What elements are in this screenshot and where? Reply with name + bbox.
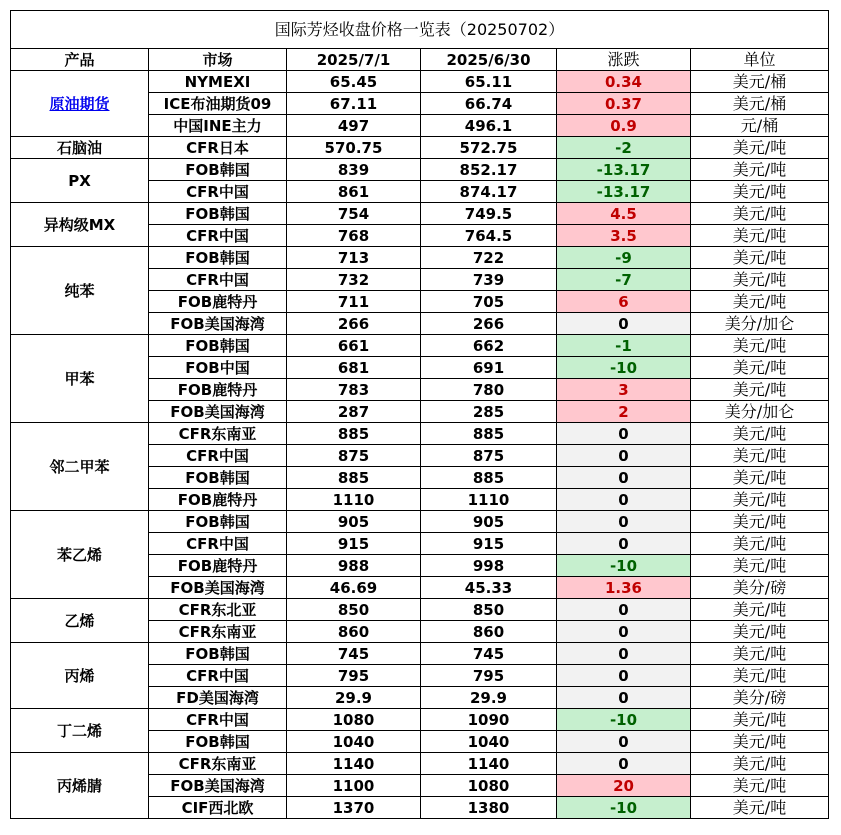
unit-cell: 元/桶: [691, 115, 829, 137]
change-cell: -1: [557, 335, 691, 357]
product-cell: 丙烯: [11, 643, 149, 709]
change-cell: 3.5: [557, 225, 691, 247]
market-cell: CFR东南亚: [149, 621, 287, 643]
change-cell: 0.34: [557, 71, 691, 93]
market-cell: ICE布油期货09: [149, 93, 287, 115]
unit-cell: 美元/吨: [691, 203, 829, 225]
value-current-cell: 861: [287, 181, 421, 203]
table-row: [11, 423, 829, 445]
change-cell: 0: [557, 599, 691, 621]
change-cell: 0: [557, 731, 691, 753]
market-cell: FOB韩国: [149, 731, 287, 753]
value-current-cell: 711: [287, 291, 421, 313]
market-cell: FOB鹿特丹: [149, 291, 287, 313]
value-previous-cell: 691: [421, 357, 557, 379]
change-cell: -13.17: [557, 159, 691, 181]
market-cell: FOB韩国: [149, 511, 287, 533]
value-previous-cell: 705: [421, 291, 557, 313]
unit-cell: 美元/吨: [691, 709, 829, 731]
value-current-cell: 497: [287, 115, 421, 137]
change-cell: -13.17: [557, 181, 691, 203]
change-cell: 1.36: [557, 577, 691, 599]
value-current-cell: 905: [287, 511, 421, 533]
value-previous-cell: 780: [421, 379, 557, 401]
change-cell: -2: [557, 137, 691, 159]
value-previous-cell: 65.11: [421, 71, 557, 93]
header-date-2: 2025/6/30: [421, 49, 557, 71]
value-previous-cell: 285: [421, 401, 557, 423]
market-cell: FOB鹿特丹: [149, 489, 287, 511]
value-current-cell: 745: [287, 643, 421, 665]
unit-cell: 美元/吨: [691, 489, 829, 511]
header-market: 市场: [149, 49, 287, 71]
table-row: [11, 599, 829, 621]
value-current-cell: 46.69: [287, 577, 421, 599]
change-cell: 0: [557, 643, 691, 665]
value-previous-cell: 66.74: [421, 93, 557, 115]
value-current-cell: 1080: [287, 709, 421, 731]
value-current-cell: 67.11: [287, 93, 421, 115]
market-cell: CFR中国: [149, 445, 287, 467]
change-cell: 0: [557, 687, 691, 709]
value-current-cell: 860: [287, 621, 421, 643]
unit-cell: 美元/吨: [691, 445, 829, 467]
change-cell: 4.5: [557, 203, 691, 225]
value-current-cell: 661: [287, 335, 421, 357]
unit-cell: 美元/吨: [691, 599, 829, 621]
product-cell: 纯苯: [11, 247, 149, 335]
unit-cell: 美元/吨: [691, 797, 829, 819]
unit-cell: 美元/吨: [691, 335, 829, 357]
market-cell: NYMEXI: [149, 71, 287, 93]
change-cell: -7: [557, 269, 691, 291]
value-current-cell: 885: [287, 467, 421, 489]
unit-cell: 美元/吨: [691, 291, 829, 313]
price-sheet: [10, 10, 829, 819]
market-cell: CFR中国: [149, 533, 287, 555]
unit-cell: 美元/吨: [691, 775, 829, 797]
market-cell: CFR中国: [149, 181, 287, 203]
unit-cell: 美元/吨: [691, 269, 829, 291]
unit-cell: 美元/吨: [691, 225, 829, 247]
market-cell: FOB韩国: [149, 335, 287, 357]
value-previous-cell: 1380: [421, 797, 557, 819]
value-previous-cell: 266: [421, 313, 557, 335]
unit-cell: 美元/吨: [691, 731, 829, 753]
unit-cell: 美元/吨: [691, 181, 829, 203]
value-previous-cell: 1080: [421, 775, 557, 797]
value-previous-cell: 662: [421, 335, 557, 357]
change-cell: 20: [557, 775, 691, 797]
value-current-cell: 1370: [287, 797, 421, 819]
unit-cell: 美元/吨: [691, 357, 829, 379]
table-row: [11, 203, 829, 225]
unit-cell: 美元/吨: [691, 643, 829, 665]
table-row: [11, 247, 829, 269]
table-row: [11, 71, 829, 93]
value-previous-cell: 998: [421, 555, 557, 577]
table-row: [11, 511, 829, 533]
product-cell: 苯乙烯: [11, 511, 149, 599]
value-current-cell: 839: [287, 159, 421, 181]
market-cell: CFR中国: [149, 269, 287, 291]
market-cell: FOB鹿特丹: [149, 555, 287, 577]
value-previous-cell: 572.75: [421, 137, 557, 159]
change-cell: -10: [557, 709, 691, 731]
table-row: [11, 159, 829, 181]
value-current-cell: 713: [287, 247, 421, 269]
unit-cell: 美元/吨: [691, 423, 829, 445]
value-previous-cell: 29.9: [421, 687, 557, 709]
price-table: [10, 10, 829, 819]
market-cell: CFR东北亚: [149, 599, 287, 621]
market-cell: CFR中国: [149, 709, 287, 731]
value-previous-cell: 1110: [421, 489, 557, 511]
change-cell: 0: [557, 489, 691, 511]
unit-cell: 美元/吨: [691, 467, 829, 489]
product-cell: 丁二烯: [11, 709, 149, 753]
unit-cell: 美元/桶: [691, 93, 829, 115]
unit-cell: 美元/吨: [691, 533, 829, 555]
change-cell: 0.37: [557, 93, 691, 115]
value-previous-cell: 764.5: [421, 225, 557, 247]
change-cell: 0: [557, 313, 691, 335]
value-previous-cell: 875: [421, 445, 557, 467]
change-cell: -10: [557, 797, 691, 819]
change-cell: 0.9: [557, 115, 691, 137]
table-row: [11, 643, 829, 665]
unit-cell: 美元/吨: [691, 247, 829, 269]
unit-cell: 美元/吨: [691, 159, 829, 181]
value-current-cell: 65.45: [287, 71, 421, 93]
change-cell: 0: [557, 665, 691, 687]
value-previous-cell: 1140: [421, 753, 557, 775]
change-cell: 0: [557, 467, 691, 489]
value-current-cell: 732: [287, 269, 421, 291]
value-previous-cell: 860: [421, 621, 557, 643]
value-previous-cell: 1090: [421, 709, 557, 731]
value-previous-cell: 905: [421, 511, 557, 533]
unit-cell: 美分/磅: [691, 687, 829, 709]
market-cell: FOB中国: [149, 357, 287, 379]
value-previous-cell: 1040: [421, 731, 557, 753]
value-previous-cell: 850: [421, 599, 557, 621]
product-link[interactable]: 原油期货: [49, 94, 110, 113]
product-cell: PX: [11, 159, 149, 203]
change-cell: 0: [557, 753, 691, 775]
change-cell: 0: [557, 423, 691, 445]
unit-cell: 美元/吨: [691, 511, 829, 533]
change-cell: 0: [557, 445, 691, 467]
value-current-cell: 915: [287, 533, 421, 555]
value-current-cell: 885: [287, 423, 421, 445]
value-current-cell: 287: [287, 401, 421, 423]
unit-cell: 美元/吨: [691, 753, 829, 775]
header-row: [11, 49, 829, 71]
value-previous-cell: 745: [421, 643, 557, 665]
value-current-cell: 783: [287, 379, 421, 401]
value-current-cell: 570.75: [287, 137, 421, 159]
value-current-cell: 795: [287, 665, 421, 687]
market-cell: CFR东南亚: [149, 753, 287, 775]
market-cell: FOB美国海湾: [149, 577, 287, 599]
value-current-cell: 768: [287, 225, 421, 247]
market-cell: FOB韩国: [149, 203, 287, 225]
unit-cell: 美分/磅: [691, 577, 829, 599]
value-previous-cell: 45.33: [421, 577, 557, 599]
product-cell: 乙烯: [11, 599, 149, 643]
value-previous-cell: 874.17: [421, 181, 557, 203]
value-current-cell: 850: [287, 599, 421, 621]
market-cell: 中国INE主力: [149, 115, 287, 137]
market-cell: FOB韩国: [149, 643, 287, 665]
unit-cell: 美元/吨: [691, 137, 829, 159]
value-current-cell: 754: [287, 203, 421, 225]
change-cell: -10: [557, 357, 691, 379]
market-cell: CFR日本: [149, 137, 287, 159]
value-previous-cell: 852.17: [421, 159, 557, 181]
product-cell: 邻二甲苯: [11, 423, 149, 511]
market-cell: FOB鹿特丹: [149, 379, 287, 401]
value-current-cell: 29.9: [287, 687, 421, 709]
change-cell: 3: [557, 379, 691, 401]
market-cell: CFR中国: [149, 665, 287, 687]
unit-cell: 美元/吨: [691, 621, 829, 643]
value-previous-cell: 885: [421, 423, 557, 445]
value-current-cell: 681: [287, 357, 421, 379]
unit-cell: 美分/加仑: [691, 401, 829, 423]
table-row: [11, 137, 829, 159]
value-previous-cell: 496.1: [421, 115, 557, 137]
unit-cell: 美元/吨: [691, 665, 829, 687]
value-previous-cell: 795: [421, 665, 557, 687]
value-current-cell: 875: [287, 445, 421, 467]
value-previous-cell: 739: [421, 269, 557, 291]
change-cell: 0: [557, 621, 691, 643]
value-previous-cell: 885: [421, 467, 557, 489]
unit-cell: 美元/吨: [691, 379, 829, 401]
product-cell: [11, 71, 149, 137]
market-cell: CFR东南亚: [149, 423, 287, 445]
value-current-cell: 988: [287, 555, 421, 577]
value-previous-cell: 749.5: [421, 203, 557, 225]
value-current-cell: 1110: [287, 489, 421, 511]
market-cell: FD美国海湾: [149, 687, 287, 709]
market-cell: CFR中国: [149, 225, 287, 247]
market-cell: FOB美国海湾: [149, 401, 287, 423]
value-previous-cell: 915: [421, 533, 557, 555]
table-row: [11, 335, 829, 357]
unit-cell: 美元/桶: [691, 71, 829, 93]
value-current-cell: 266: [287, 313, 421, 335]
change-cell: -10: [557, 555, 691, 577]
change-cell: 0: [557, 511, 691, 533]
header-change: 涨跌: [557, 49, 691, 71]
change-cell: 2: [557, 401, 691, 423]
product-cell: 异构级MX: [11, 203, 149, 247]
market-cell: FOB韩国: [149, 247, 287, 269]
table-row: [11, 709, 829, 731]
product-cell: 甲苯: [11, 335, 149, 423]
change-cell: -9: [557, 247, 691, 269]
value-current-cell: 1040: [287, 731, 421, 753]
value-previous-cell: 722: [421, 247, 557, 269]
product-cell: 石脑油: [11, 137, 149, 159]
header-unit: 单位: [691, 49, 829, 71]
market-cell: FOB韩国: [149, 467, 287, 489]
market-cell: FOB美国海湾: [149, 775, 287, 797]
product-cell: 丙烯腈: [11, 753, 149, 819]
table-title: 国际芳烃收盘价格一览表（20250702）: [11, 11, 829, 49]
market-cell: FOB美国海湾: [149, 313, 287, 335]
value-current-cell: 1140: [287, 753, 421, 775]
unit-cell: 美元/吨: [691, 555, 829, 577]
change-cell: 0: [557, 533, 691, 555]
market-cell: CIF西北欧: [149, 797, 287, 819]
market-cell: FOB韩国: [149, 159, 287, 181]
value-current-cell: 1100: [287, 775, 421, 797]
unit-cell: 美分/加仑: [691, 313, 829, 335]
header-date-1: 2025/7/1: [287, 49, 421, 71]
table-row: [11, 753, 829, 775]
change-cell: 6: [557, 291, 691, 313]
header-product: 产品: [11, 49, 149, 71]
